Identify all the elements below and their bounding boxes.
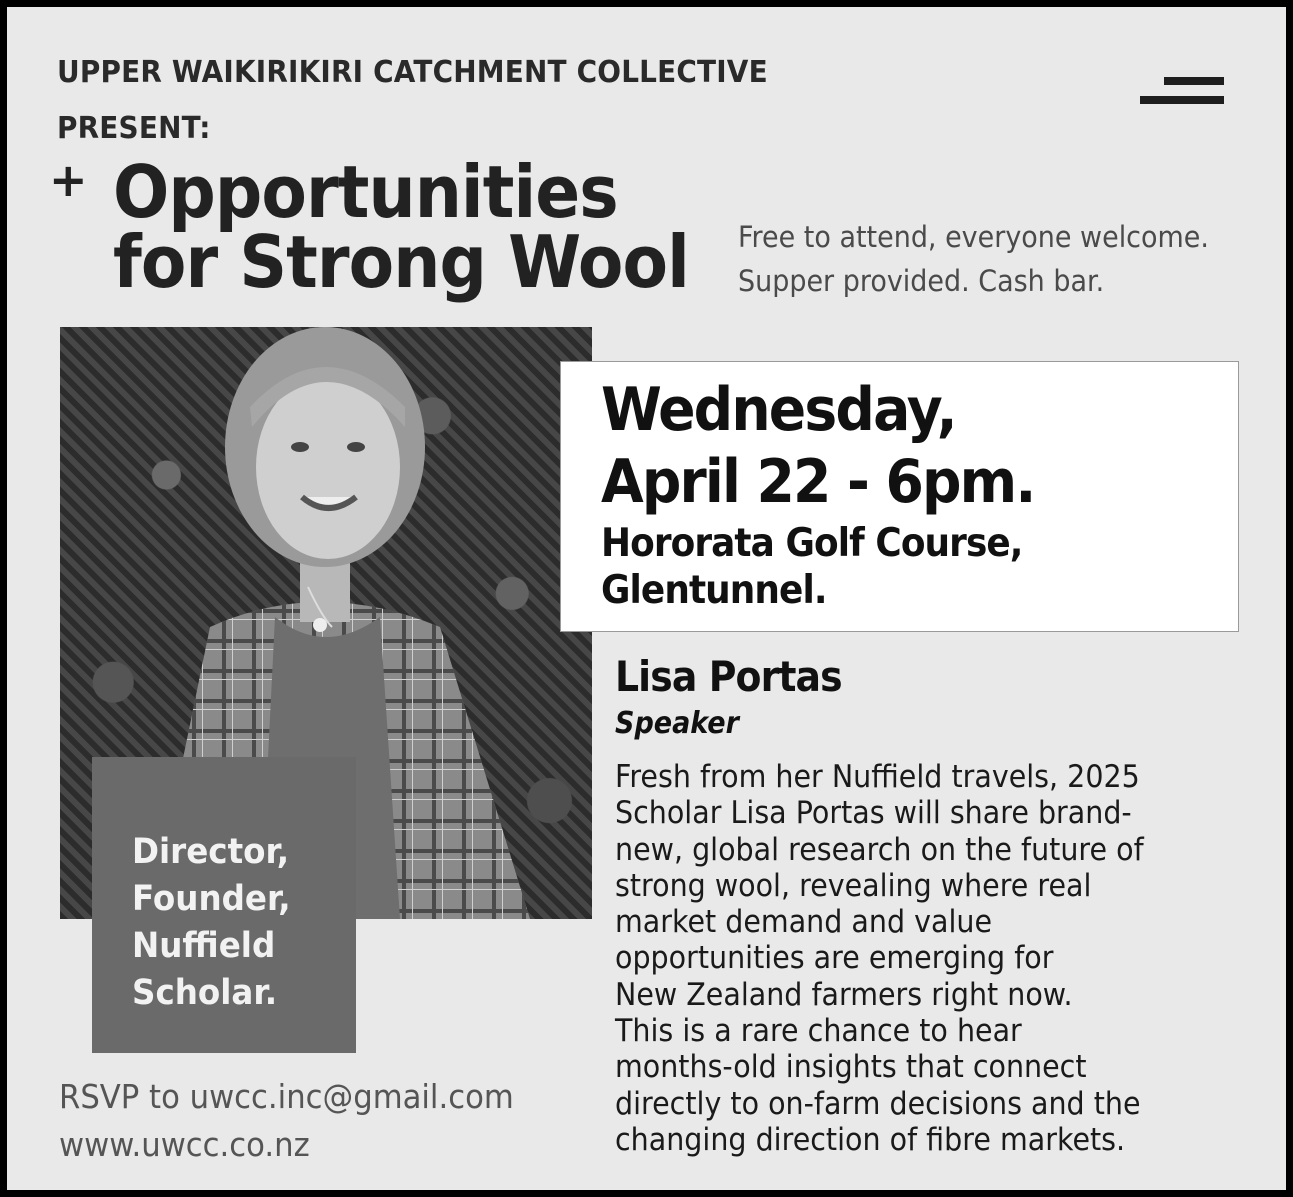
info-line-2: Supper provided. Cash bar. — [738, 264, 1105, 298]
event-poster — [7, 7, 1286, 1190]
event-info — [738, 215, 1209, 303]
speaker-name: Lisa Portas — [615, 652, 842, 701]
event-datetime — [601, 374, 1034, 518]
bio-line: strong wool, revealing where real — [615, 867, 1092, 904]
organizer-name: UPPER WAIKIRIKIRI CATCHMENT COLLECTIVE — [57, 55, 768, 90]
event-day: Wednesday, — [601, 375, 956, 445]
bio-line: market demand and value — [615, 904, 993, 941]
speaker-title-4: Scholar. — [132, 973, 278, 1013]
rsvp-email: RSVP to uwcc.inc@gmail.com — [59, 1077, 514, 1116]
speaker-title-3: Nuffield — [132, 926, 276, 966]
organizer-present: PRESENT: — [57, 111, 211, 146]
bio-line: Scholar Lisa Portas will share brand- — [615, 795, 1132, 832]
bio-line: new, global research on the future of — [615, 831, 1144, 868]
bio-line: New Zealand farmers right now. — [615, 976, 1073, 1013]
bio-line: opportunities are emerging for — [615, 940, 1054, 977]
speaker-title-2: Founder, — [132, 879, 291, 919]
bio-line: changing direction of fibre markets. — [615, 1121, 1126, 1158]
bio-line: directly to on-farm decisions and the — [615, 1085, 1141, 1122]
event-venue — [601, 520, 1023, 614]
speaker-bio — [615, 759, 1144, 1158]
organizer-heading — [57, 45, 768, 157]
title-line-2: for Strong Wool — [113, 220, 689, 304]
event-title — [113, 150, 689, 304]
title-line-1: Opportunities — [113, 150, 618, 234]
info-line-1: Free to attend, everyone welcome. — [738, 220, 1209, 254]
website-url: www.uwcc.co.nz — [59, 1125, 310, 1164]
speaker-title-1: Director, — [132, 832, 290, 872]
venue-line-2: Glentunnel. — [601, 568, 827, 613]
double-bar-logo-icon — [1140, 77, 1224, 111]
event-date-time: April 22 - 6pm. — [601, 447, 1035, 517]
bio-line: Fresh from her Nuffield travels, 2025 — [615, 759, 1140, 795]
contact-info — [59, 1073, 514, 1169]
speaker-role: Speaker — [615, 706, 739, 741]
speaker-titles — [132, 829, 291, 1017]
venue-line-1: Hororata Golf Course, — [601, 521, 1023, 566]
plus-icon: + — [49, 153, 88, 207]
bio-line: months-old insights that connect — [615, 1049, 1087, 1086]
event-date-box — [560, 361, 1239, 632]
bio-line: This is a rare chance to hear — [615, 1013, 1022, 1050]
speaker-titles-box — [92, 757, 356, 1053]
